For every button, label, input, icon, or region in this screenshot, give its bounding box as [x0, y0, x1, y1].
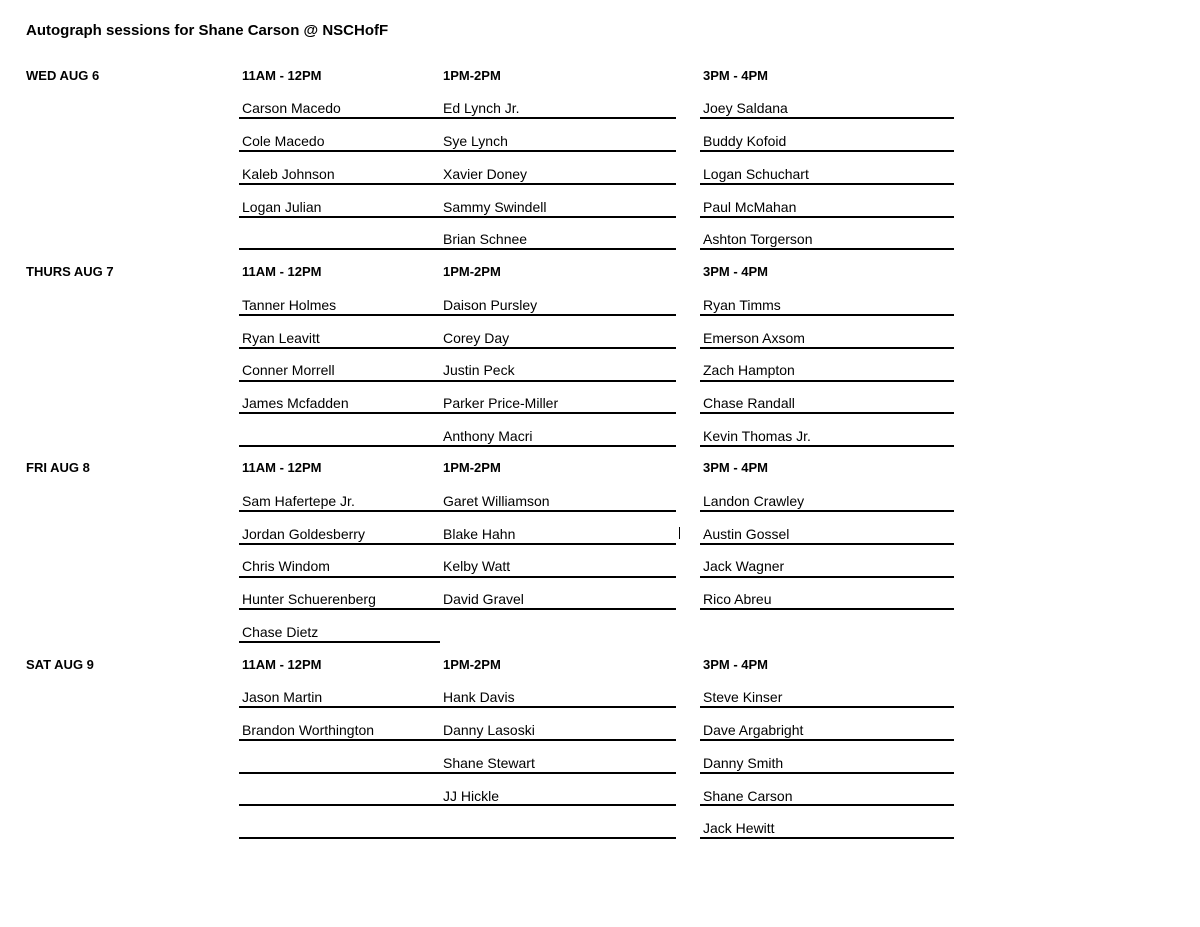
autograph-name: Ryan Leavitt — [242, 330, 320, 346]
autograph-name: Jack Wagner — [703, 558, 785, 574]
slot-header-3pm: 3PM - 4PM — [703, 68, 769, 83]
row-underline — [239, 510, 676, 512]
row-underline — [239, 347, 676, 349]
autograph-name: Daison Pursley — [443, 297, 538, 313]
row-underline — [239, 314, 676, 316]
slot-header-1pm: 1PM-2PM — [443, 264, 501, 279]
autograph-name: Brandon Worthington — [242, 722, 375, 738]
autograph-name: Justin Peck — [443, 362, 515, 378]
slot-header-3pm: 3PM - 4PM — [703, 657, 769, 672]
row-underline — [239, 706, 676, 708]
autograph-name: Parker Price-Miller — [443, 395, 559, 411]
autograph-name: Joey Saldana — [703, 100, 788, 116]
slot-header-1pm: 1PM-2PM — [443, 657, 501, 672]
row-underline — [700, 347, 954, 349]
slot-header-3pm: 3PM - 4PM — [703, 460, 769, 475]
row-underline — [239, 183, 676, 185]
row-underline — [239, 248, 676, 250]
stray-mark — [679, 527, 680, 539]
row-underline — [239, 543, 676, 545]
autograph-name: Dave Argabright — [703, 722, 804, 738]
row-underline — [700, 248, 954, 250]
row-underline — [239, 576, 676, 578]
autograph-name: Steve Kinser — [703, 689, 783, 705]
autograph-name: Sammy Swindell — [443, 199, 547, 215]
row-underline — [239, 641, 440, 643]
autograph-name: Danny Lasoski — [443, 722, 535, 738]
autograph-name: Ryan Timms — [703, 297, 781, 313]
row-underline — [239, 445, 676, 447]
autograph-name: Chris Windom — [242, 558, 330, 574]
row-underline — [700, 739, 954, 741]
autograph-name: Rico Abreu — [703, 591, 772, 607]
row-underline — [700, 543, 954, 545]
autograph-name: Cole Macedo — [242, 133, 325, 149]
autograph-name: Sye Lynch — [443, 133, 508, 149]
autograph-name: Landon Crawley — [703, 493, 805, 509]
autograph-name: Ashton Torgerson — [703, 231, 813, 247]
row-underline — [239, 837, 676, 839]
slot-header-11am: 11AM - 12PM — [242, 264, 322, 279]
autograph-name: Hunter Schuerenberg — [242, 591, 376, 607]
row-underline — [700, 445, 954, 447]
day-label: FRI AUG 8 — [26, 460, 90, 475]
row-underline — [239, 739, 676, 741]
autograph-name: Logan Schuchart — [703, 166, 809, 182]
row-underline — [700, 150, 954, 152]
autograph-name: Blake Hahn — [443, 526, 516, 542]
row-underline — [700, 772, 954, 774]
autograph-name: Xavier Doney — [443, 166, 528, 182]
row-underline — [239, 216, 676, 218]
row-underline — [239, 804, 676, 806]
slot-header-1pm: 1PM-2PM — [443, 68, 501, 83]
autograph-name: Paul McMahan — [703, 199, 797, 215]
autograph-name: Kaleb Johnson — [242, 166, 335, 182]
slot-header-3pm: 3PM - 4PM — [703, 264, 769, 279]
autograph-name: Logan Julian — [242, 199, 322, 215]
day-label: SAT AUG 9 — [26, 657, 94, 672]
row-underline — [700, 412, 954, 414]
slot-header-11am: 11AM - 12PM — [242, 460, 322, 475]
autograph-name: Brian Schnee — [443, 231, 528, 247]
row-underline — [239, 412, 676, 414]
autograph-name: Shane Carson — [703, 788, 793, 804]
row-underline — [239, 150, 676, 152]
autograph-name: Kelby Watt — [443, 558, 511, 574]
day-label: WED AUG 6 — [26, 68, 100, 83]
autograph-name: Chase Randall — [703, 395, 795, 411]
row-underline — [239, 117, 676, 119]
autograph-name: James Mcfadden — [242, 395, 349, 411]
autograph-name: Carson Macedo — [242, 100, 341, 116]
autograph-name: JJ Hickle — [443, 788, 500, 804]
autograph-name: Anthony Macri — [443, 428, 533, 444]
autograph-name: Austin Gossel — [703, 526, 790, 542]
row-underline — [700, 804, 954, 806]
row-underline — [239, 772, 676, 774]
row-underline — [700, 216, 954, 218]
page-title: Autograph sessions for Shane Carson @ NSCHofF — [26, 22, 389, 39]
autograph-name: Jack Hewitt — [703, 820, 775, 836]
row-underline — [700, 380, 954, 382]
autograph-name: Conner Morrell — [242, 362, 335, 378]
row-underline — [700, 576, 954, 578]
autograph-name: Buddy Kofoid — [703, 133, 787, 149]
slot-header-1pm: 1PM-2PM — [443, 460, 501, 475]
autograph-name: Danny Smith — [703, 755, 784, 771]
slot-header-11am: 11AM - 12PM — [242, 68, 322, 83]
autograph-name: Emerson Axsom — [703, 330, 805, 346]
row-underline — [239, 608, 676, 610]
autograph-name: Chase Dietz — [242, 624, 319, 640]
autograph-name: Zach Hampton — [703, 362, 795, 378]
row-underline — [239, 380, 676, 382]
row-underline — [700, 510, 954, 512]
autograph-name: Hank Davis — [443, 689, 515, 705]
autograph-name: Corey Day — [443, 330, 510, 346]
autograph-name: Kevin Thomas Jr. — [703, 428, 811, 444]
row-underline — [700, 314, 954, 316]
day-label: THURS AUG 7 — [26, 264, 114, 279]
autograph-name: Garet Williamson — [443, 493, 550, 509]
autograph-name: Jason Martin — [242, 689, 323, 705]
autograph-name: Ed Lynch Jr. — [443, 100, 520, 116]
row-underline — [700, 608, 954, 610]
autograph-name: Sam Hafertepe Jr. — [242, 493, 355, 509]
autograph-name: David Gravel — [443, 591, 524, 607]
row-underline — [700, 837, 954, 839]
autograph-name: Shane Stewart — [443, 755, 535, 771]
row-underline — [700, 706, 954, 708]
row-underline — [700, 117, 954, 119]
autograph-name: Tanner Holmes — [242, 297, 337, 313]
slot-header-11am: 11AM - 12PM — [242, 657, 322, 672]
row-underline — [700, 183, 954, 185]
autograph-name: Jordan Goldesberry — [242, 526, 365, 542]
